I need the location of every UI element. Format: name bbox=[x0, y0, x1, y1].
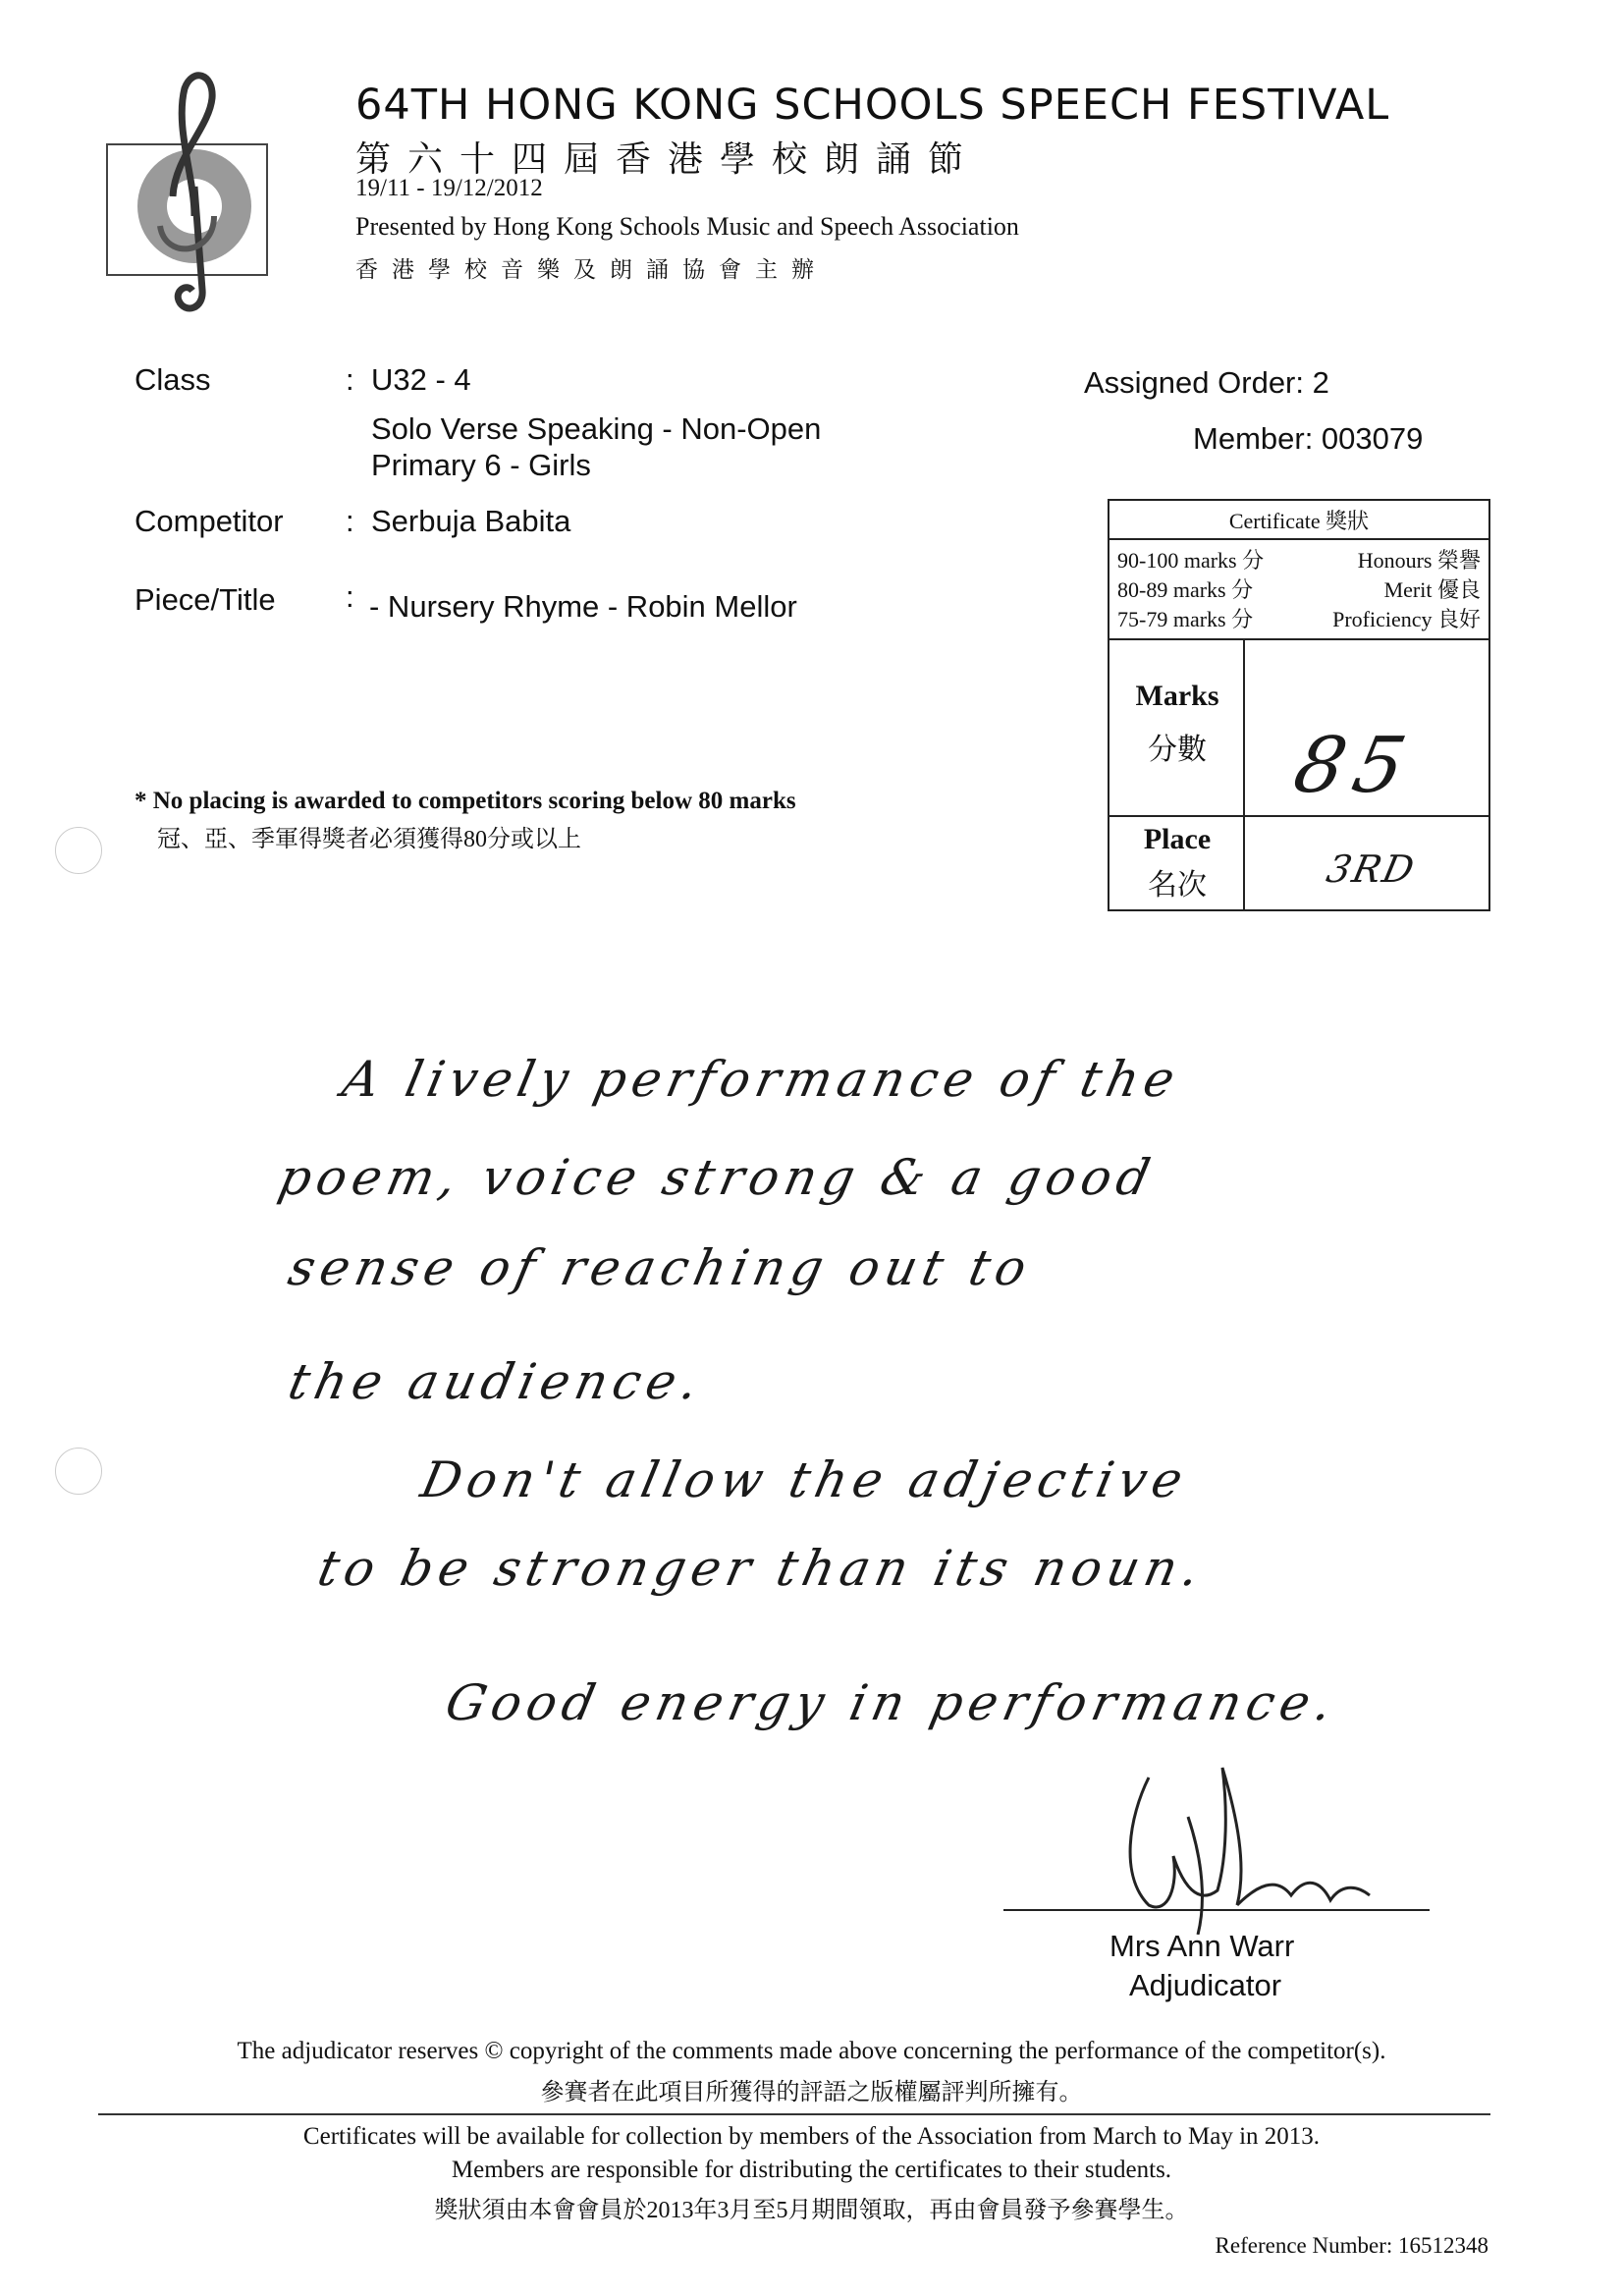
festival-title-zh: 第六十四屆香港學校朗誦節 bbox=[355, 139, 981, 179]
piece-label: Piece/Title bbox=[135, 582, 276, 617]
comment-line: A lively performance of the bbox=[337, 1051, 1186, 1108]
copyright-notice-zh: 參賽者在此項目所獲得的評語之版權屬評判所擁有。 bbox=[540, 2080, 1083, 2105]
competitor-value: Serbuja Babita bbox=[371, 504, 571, 538]
comment-line: Good energy in performance. bbox=[440, 1674, 1343, 1731]
marks-label-zh: 分數 bbox=[1148, 734, 1207, 766]
comment-line: to be stronger than its noun. bbox=[312, 1540, 1211, 1597]
piece-colon: : bbox=[346, 579, 354, 614]
cert-grade-merit: Merit 優良 bbox=[1383, 577, 1481, 602]
footer-divider bbox=[98, 2113, 1490, 2115]
adjudicator-role: Adjudicator bbox=[1129, 1968, 1282, 2002]
certificate-collection-notice-zh: 獎狀須由本會會員於2013年3月至5月期間領取，再由會員發予參賽學生。 bbox=[434, 2198, 1189, 2223]
place-label: Place bbox=[1143, 823, 1212, 855]
placing-notice-zh: 冠、亞、季軍得獎者必須獲得80分或以上 bbox=[157, 827, 581, 852]
punch-hole bbox=[55, 827, 102, 874]
punch-hole bbox=[55, 1448, 102, 1495]
competitor-label: Competitor bbox=[135, 504, 284, 538]
comment-line: sense of reaching out to bbox=[283, 1239, 1038, 1296]
class-value: U32 - 4 bbox=[371, 362, 471, 397]
placing-notice: * No placing is awarded to competitors scoring below 80 marks bbox=[135, 788, 796, 814]
certificate-header: Certificate 獎狀 bbox=[1228, 509, 1370, 533]
member-number: Member: 003079 bbox=[1193, 421, 1424, 456]
certificate-distribution-notice: Members are responsible for distributing the certificates to their students. bbox=[451, 2157, 1172, 2183]
copyright-notice: The adjudicator reserves © copyright of the comments made above concerning the performance of the competitor(s). bbox=[237, 2038, 1386, 2064]
festival-dates: 19/11 - 19/12/2012 bbox=[355, 175, 543, 201]
place-label-zh: 名次 bbox=[1148, 869, 1207, 902]
comment-line: the audience. bbox=[283, 1353, 710, 1410]
class-description: Solo Verse Speaking - Non-Open bbox=[371, 411, 822, 446]
marks-value: 85 bbox=[1286, 722, 1423, 810]
class-colon: : bbox=[346, 362, 354, 397]
cert-range-honours: 90-100 marks 分 bbox=[1117, 548, 1265, 573]
adjudicator-signature bbox=[1090, 1758, 1384, 1935]
class-division: Primary 6 - Girls bbox=[371, 448, 591, 482]
cert-grade-proficiency: Proficiency 良好 bbox=[1332, 607, 1481, 631]
comment-line: poem, voice strong & a good bbox=[273, 1149, 1162, 1206]
presented-by: Presented by Hong Kong Schools Music and Speech Association bbox=[355, 212, 1019, 241]
cert-range-merit: 80-89 marks 分 bbox=[1117, 577, 1254, 602]
certificate-collection-notice: Certificates will be available for collection by members of the Association from March to May in 2013. bbox=[302, 2123, 1321, 2150]
piece-value: - Nursery Rhyme - Robin Mellor bbox=[369, 589, 797, 624]
marks-label: Marks bbox=[1135, 680, 1219, 712]
assigned-order: Assigned Order: 2 bbox=[1084, 365, 1329, 400]
treble-clef-logo-icon bbox=[106, 69, 283, 324]
festival-title: 64TH HONG KONG SCHOOLS SPEECH FESTIVAL bbox=[355, 81, 1390, 130]
place-value: 3RD bbox=[1323, 847, 1420, 891]
cert-grade-honours: Honours 榮譽 bbox=[1357, 548, 1481, 573]
comment-line: Don't allow the adjective bbox=[415, 1451, 1194, 1508]
reference-number: Reference Number: 16512348 bbox=[1215, 2233, 1488, 2258]
competitor-colon: : bbox=[346, 504, 354, 538]
class-label: Class bbox=[135, 362, 211, 397]
organizer-zh: 香港學校音樂及朗誦協會主辦 bbox=[355, 257, 828, 282]
cert-range-proficiency: 75-79 marks 分 bbox=[1117, 607, 1254, 631]
adjudicator-name: Mrs Ann Warr bbox=[1109, 1929, 1295, 1963]
certificate-table bbox=[1108, 499, 1490, 911]
signature-line bbox=[1003, 1909, 1430, 1911]
